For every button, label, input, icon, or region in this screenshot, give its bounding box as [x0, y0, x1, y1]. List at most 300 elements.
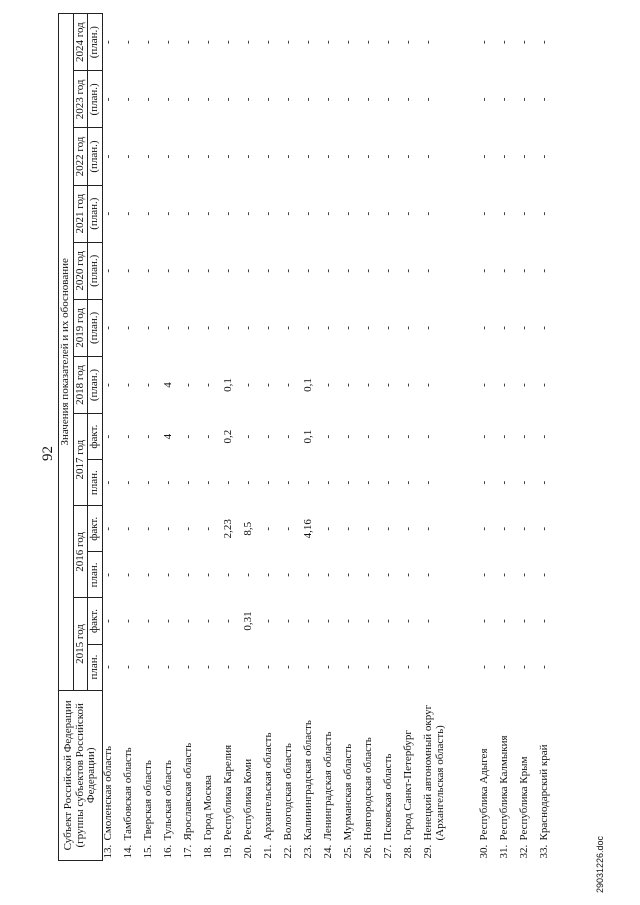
- value-cell: -: [122, 97, 134, 102]
- value-cell: -: [362, 154, 374, 159]
- subject-name: Республика Карелия: [222, 744, 234, 841]
- value-cell: -: [282, 434, 294, 439]
- value-cell: -: [162, 268, 174, 273]
- row-number: 27.: [382, 844, 394, 859]
- value-cell: -: [222, 211, 234, 216]
- value-cell: 8,5: [242, 521, 254, 536]
- value-cell: -: [202, 573, 214, 577]
- subject-name: Архангельская область: [262, 732, 274, 841]
- value-cell: -: [402, 383, 414, 387]
- value-cell: -: [322, 383, 334, 387]
- subject-cell: [519, 690, 539, 860]
- row-number: 30.: [478, 844, 490, 859]
- table-row: [479, 14, 499, 861]
- subject-name: Краснодарский край: [538, 744, 550, 841]
- value-cell: -: [122, 526, 134, 531]
- table-row: [223, 14, 243, 861]
- value-cell: -: [422, 434, 434, 439]
- value-cell: -: [202, 480, 214, 485]
- subject-name: Республика Коми: [242, 758, 254, 841]
- year-header: 2024 год: [74, 14, 88, 71]
- value-cell: -: [202, 211, 214, 216]
- value-cell: 0,2: [222, 429, 234, 444]
- value-cell: -: [202, 383, 214, 387]
- value-cell: -: [342, 480, 354, 485]
- value-cell: -: [102, 383, 114, 387]
- value-cell: -: [518, 619, 530, 623]
- value-cell: -: [382, 480, 394, 485]
- value-cell: -: [242, 211, 254, 216]
- value-cell: 4: [162, 433, 174, 440]
- subject-cell: [403, 690, 423, 860]
- value-cell: -: [498, 619, 510, 623]
- value-cell: -: [362, 619, 374, 623]
- value-cell: -: [142, 268, 154, 273]
- value-cell: -: [362, 665, 374, 669]
- value-cell: 0,31: [242, 611, 254, 631]
- value-cell: -: [422, 665, 434, 669]
- value-cell: -: [282, 480, 294, 485]
- value-cell: -: [342, 268, 354, 273]
- value-cell: 4,16: [302, 519, 314, 539]
- value-cell: -: [422, 619, 434, 623]
- value-cell: -: [282, 268, 294, 273]
- value-cell: -: [162, 97, 174, 102]
- value-cell: -: [538, 154, 550, 159]
- table-row: [363, 14, 383, 861]
- value-cell: -: [162, 480, 174, 485]
- value-cell: -: [422, 268, 434, 273]
- value-cell: -: [162, 154, 174, 159]
- value-cell: -: [538, 268, 550, 273]
- value-cell: -: [498, 211, 510, 216]
- value-cell: -: [162, 211, 174, 216]
- value-cell: -: [282, 383, 294, 387]
- value-cell: -: [202, 434, 214, 439]
- value-cell: -: [162, 665, 174, 669]
- value-cell: -: [518, 97, 530, 102]
- value-cell: -: [402, 434, 414, 439]
- value-cell: -: [382, 434, 394, 439]
- value-cell: -: [182, 619, 194, 623]
- value-cell: -: [402, 268, 414, 273]
- value-cell: -: [222, 40, 234, 44]
- table-row: [323, 14, 343, 861]
- row-number: 14.: [122, 844, 134, 859]
- value-cell: -: [538, 383, 550, 387]
- value-cell: -: [382, 665, 394, 669]
- value-cell: -: [282, 573, 294, 577]
- year-header: 2015 год: [74, 598, 88, 690]
- value-cell: -: [478, 619, 490, 623]
- subject-cell: [263, 690, 283, 860]
- value-cell: -: [182, 480, 194, 485]
- subject-cell: [143, 690, 163, 860]
- value-cell: -: [402, 526, 414, 531]
- plan-subheader: (план.): [88, 299, 103, 356]
- value-cell: -: [202, 619, 214, 623]
- value-cell: -: [422, 480, 434, 485]
- row-number: 18.: [202, 844, 214, 859]
- plan-subheader: план.: [88, 460, 103, 506]
- value-cell: -: [262, 326, 274, 330]
- value-cell: -: [282, 526, 294, 531]
- value-cell: -: [498, 40, 510, 44]
- value-cell: -: [302, 154, 314, 159]
- value-cell: -: [142, 97, 154, 102]
- value-cell: -: [122, 40, 134, 44]
- value-cell: -: [222, 154, 234, 159]
- value-cell: -: [242, 665, 254, 669]
- subject-cell: [423, 690, 479, 860]
- table-row: [403, 14, 423, 861]
- value-cell: -: [182, 211, 194, 216]
- value-cell: -: [342, 526, 354, 531]
- subject-cell: [539, 690, 559, 860]
- value-cell: -: [422, 383, 434, 387]
- value-cell: -: [262, 268, 274, 273]
- value-cell: -: [518, 326, 530, 330]
- value-cell: -: [538, 665, 550, 669]
- value-cell: -: [302, 573, 314, 577]
- row-number: 13.: [102, 844, 114, 859]
- value-cell: -: [478, 154, 490, 159]
- value-cell: 2,23: [222, 519, 234, 539]
- value-cell: -: [182, 665, 194, 669]
- table-row: [423, 14, 479, 861]
- value-cell: -: [102, 573, 114, 577]
- value-cell: -: [402, 154, 414, 159]
- value-cell: -: [302, 480, 314, 485]
- value-cell: -: [478, 40, 490, 44]
- value-cell: -: [538, 97, 550, 102]
- value-cell: -: [478, 211, 490, 216]
- value-cell: -: [478, 573, 490, 577]
- value-cell: 4: [162, 382, 174, 388]
- value-cell: -: [102, 40, 114, 44]
- subject-name: Республика Адыгея: [478, 748, 490, 841]
- value-cell: -: [322, 154, 334, 159]
- value-cell: -: [322, 480, 334, 485]
- table-row: [263, 14, 283, 861]
- value-cell: -: [202, 40, 214, 44]
- value-cell: -: [122, 480, 134, 485]
- table-row: [143, 14, 163, 861]
- value-cell: -: [382, 383, 394, 387]
- subject-name: Калининградская область: [302, 720, 314, 841]
- subject-cell: [303, 690, 323, 860]
- year-header: 2018 год: [74, 356, 88, 413]
- plan-subheader: план.: [88, 552, 103, 598]
- value-cell: -: [242, 40, 254, 44]
- value-cell: -: [342, 573, 354, 577]
- table-row: [123, 14, 143, 861]
- subject-name: Вологодская область: [282, 743, 294, 841]
- value-cell: -: [142, 326, 154, 330]
- value-cell: -: [518, 154, 530, 159]
- subject-cell: [499, 690, 519, 860]
- row-number: 24.: [322, 844, 334, 859]
- value-cell: -: [262, 526, 274, 531]
- row-number: 31.: [498, 844, 510, 859]
- value-cell: -: [382, 268, 394, 273]
- subject-cell: [123, 690, 143, 860]
- row-number: 15.: [142, 844, 154, 859]
- subject-name: Ленинградская область: [322, 731, 334, 841]
- fact-subheader: факт.: [88, 598, 103, 644]
- value-cell: -: [202, 97, 214, 102]
- value-cell: -: [242, 154, 254, 159]
- subject-name: Тверская область: [142, 760, 154, 841]
- year-header: 2020 год: [74, 242, 88, 299]
- row-number: 29.: [422, 844, 434, 859]
- value-cell: -: [142, 526, 154, 531]
- subject-cell: [103, 690, 124, 860]
- subject-name: Город Санкт-Петербург: [402, 730, 414, 841]
- value-cell: -: [538, 480, 550, 485]
- value-cell: -: [282, 665, 294, 669]
- subject-cell: [283, 690, 303, 860]
- value-cell: -: [538, 619, 550, 623]
- value-cell: -: [242, 434, 254, 439]
- plan-subheader: план.: [88, 644, 103, 690]
- value-cell: 0,1: [302, 378, 314, 392]
- value-cell: -: [478, 526, 490, 531]
- row-number: 19.: [222, 844, 234, 859]
- row-number: 20.: [242, 844, 254, 859]
- value-cell: -: [202, 154, 214, 159]
- value-cell: -: [202, 326, 214, 330]
- value-cell: -: [478, 480, 490, 485]
- value-cell: -: [262, 480, 274, 485]
- value-cell: -: [102, 526, 114, 531]
- subject-cell: [163, 690, 183, 860]
- value-cell: -: [282, 326, 294, 330]
- value-cell: -: [538, 40, 550, 44]
- value-cell: -: [122, 619, 134, 623]
- value-cell: -: [302, 326, 314, 330]
- value-cell: -: [322, 434, 334, 439]
- value-cell: -: [142, 383, 154, 387]
- value-cell: -: [362, 526, 374, 531]
- value-cell: -: [162, 573, 174, 577]
- value-cell: -: [102, 434, 114, 439]
- value-cell: -: [478, 434, 490, 439]
- value-cell: -: [102, 326, 114, 330]
- value-cell: -: [122, 326, 134, 330]
- subject-name: Республика Калмыкия: [498, 735, 510, 841]
- value-cell: -: [242, 383, 254, 387]
- value-cell: -: [342, 619, 354, 623]
- plan-subheader: (план.): [88, 128, 103, 185]
- value-cell: -: [182, 97, 194, 102]
- value-cell: -: [518, 665, 530, 669]
- indicators-table: [58, 13, 559, 861]
- value-cell: -: [102, 480, 114, 485]
- value-cell: -: [342, 211, 354, 216]
- value-cell: -: [302, 665, 314, 669]
- value-cell: -: [498, 434, 510, 439]
- value-cell: -: [182, 383, 194, 387]
- value-cell: -: [518, 268, 530, 273]
- value-cell: -: [422, 40, 434, 44]
- value-cell: -: [382, 619, 394, 623]
- value-cell: -: [262, 383, 274, 387]
- table-row: [103, 14, 124, 861]
- year-header: 2016 год: [74, 506, 88, 598]
- value-cell: -: [538, 434, 550, 439]
- value-cell: -: [142, 665, 154, 669]
- subject-cell: [479, 690, 499, 860]
- value-cell: -: [362, 268, 374, 273]
- subject-cell: [203, 690, 223, 860]
- subject-name: Ярославская область: [182, 742, 194, 841]
- value-cell: -: [102, 665, 114, 669]
- subject-name: Псковская область: [382, 753, 394, 841]
- value-cell: -: [242, 268, 254, 273]
- value-cell: -: [222, 480, 234, 485]
- value-cell: -: [518, 573, 530, 577]
- value-cell: -: [362, 480, 374, 485]
- value-cell: -: [182, 40, 194, 44]
- value-cell: -: [182, 526, 194, 531]
- plan-subheader: (план.): [88, 356, 103, 413]
- value-cell: -: [102, 97, 114, 102]
- row-number: 33.: [538, 844, 550, 859]
- row-number: 23.: [302, 844, 314, 859]
- table-row: [499, 14, 519, 861]
- value-cell: -: [142, 619, 154, 623]
- subject-cell: [343, 690, 363, 860]
- row-number: 32.: [518, 844, 530, 859]
- subject-cell: [223, 690, 243, 860]
- year-header: 2021 год: [74, 185, 88, 242]
- value-cell: -: [162, 40, 174, 44]
- value-cell: -: [518, 383, 530, 387]
- value-cell: -: [498, 154, 510, 159]
- value-cell: -: [122, 211, 134, 216]
- value-cell: -: [242, 97, 254, 102]
- subject-name: Смоленская область: [102, 745, 114, 841]
- value-cell: -: [362, 573, 374, 577]
- value-cell: -: [302, 268, 314, 273]
- value-cell: -: [322, 665, 334, 669]
- value-cell: -: [362, 97, 374, 102]
- value-cell: -: [322, 619, 334, 623]
- value-cell: -: [402, 665, 414, 669]
- subject-cell: [183, 690, 203, 860]
- value-cell: -: [322, 211, 334, 216]
- value-cell: -: [362, 326, 374, 330]
- value-cell: -: [322, 573, 334, 577]
- table-row: [383, 14, 403, 861]
- plan-subheader: (план.): [88, 242, 103, 299]
- table-row: [243, 14, 263, 861]
- value-cell: -: [498, 326, 510, 330]
- plan-subheader: (план.): [88, 71, 103, 128]
- value-cell: -: [262, 97, 274, 102]
- value-cell: -: [162, 326, 174, 330]
- table-row: [303, 14, 323, 861]
- value-cell: -: [282, 211, 294, 216]
- value-cell: -: [282, 619, 294, 623]
- subject-cell: [363, 690, 383, 860]
- value-cell: -: [498, 383, 510, 387]
- value-cell: -: [382, 526, 394, 531]
- table-row: [203, 14, 223, 861]
- value-cell: -: [342, 383, 354, 387]
- row-number: 26.: [362, 844, 374, 859]
- value-cell: -: [302, 97, 314, 102]
- row-number: 21.: [262, 844, 274, 859]
- value-cell: -: [222, 573, 234, 577]
- value-cell: -: [422, 97, 434, 102]
- subject-name: Мурманская область: [342, 743, 354, 841]
- value-cell: -: [422, 326, 434, 330]
- value-cell: -: [478, 97, 490, 102]
- value-cell: -: [422, 211, 434, 216]
- table-row: [163, 14, 183, 861]
- value-cell: -: [102, 268, 114, 273]
- value-cell: -: [102, 154, 114, 159]
- value-cell: -: [202, 665, 214, 669]
- value-cell: -: [498, 97, 510, 102]
- value-cell: -: [142, 573, 154, 577]
- value-cell: -: [362, 211, 374, 216]
- row-number: 22.: [282, 844, 294, 859]
- value-cell: -: [142, 480, 154, 485]
- year-header: 2017 год: [74, 414, 88, 506]
- subject-name: Ненецкий автономный округ (Архангельская область): [422, 704, 446, 841]
- value-cell: -: [518, 526, 530, 531]
- value-cell: -: [242, 573, 254, 577]
- fact-subheader: факт.: [88, 414, 103, 460]
- value-cell: -: [422, 573, 434, 577]
- value-cell: -: [142, 211, 154, 216]
- value-cell: -: [202, 526, 214, 531]
- values-header: Значения показателей и их обоснование: [59, 14, 74, 691]
- table-body: [103, 14, 560, 861]
- value-cell: -: [538, 326, 550, 330]
- subject-name: Тульская область: [162, 760, 174, 841]
- value-cell: -: [478, 326, 490, 330]
- table-row: [283, 14, 303, 861]
- value-cell: -: [382, 211, 394, 216]
- value-cell: -: [402, 326, 414, 330]
- value-cell: -: [222, 97, 234, 102]
- subject-name: Город Москва: [202, 775, 214, 841]
- value-cell: -: [262, 40, 274, 44]
- value-cell: -: [282, 40, 294, 44]
- value-cell: -: [402, 97, 414, 102]
- value-cell: -: [382, 40, 394, 44]
- value-cell: -: [518, 480, 530, 485]
- value-cell: -: [518, 434, 530, 439]
- value-cell: -: [182, 154, 194, 159]
- value-cell: -: [182, 573, 194, 577]
- value-cell: -: [342, 97, 354, 102]
- value-cell: -: [102, 211, 114, 216]
- subject-name: Республика Крым: [518, 756, 530, 841]
- subject-cell: [323, 690, 343, 860]
- row-number: 28.: [402, 844, 414, 859]
- value-cell: -: [122, 383, 134, 387]
- value-cell: -: [322, 97, 334, 102]
- year-header: 2023 год: [74, 71, 88, 128]
- table-row: [183, 14, 203, 861]
- value-cell: -: [242, 480, 254, 485]
- value-cell: -: [518, 40, 530, 44]
